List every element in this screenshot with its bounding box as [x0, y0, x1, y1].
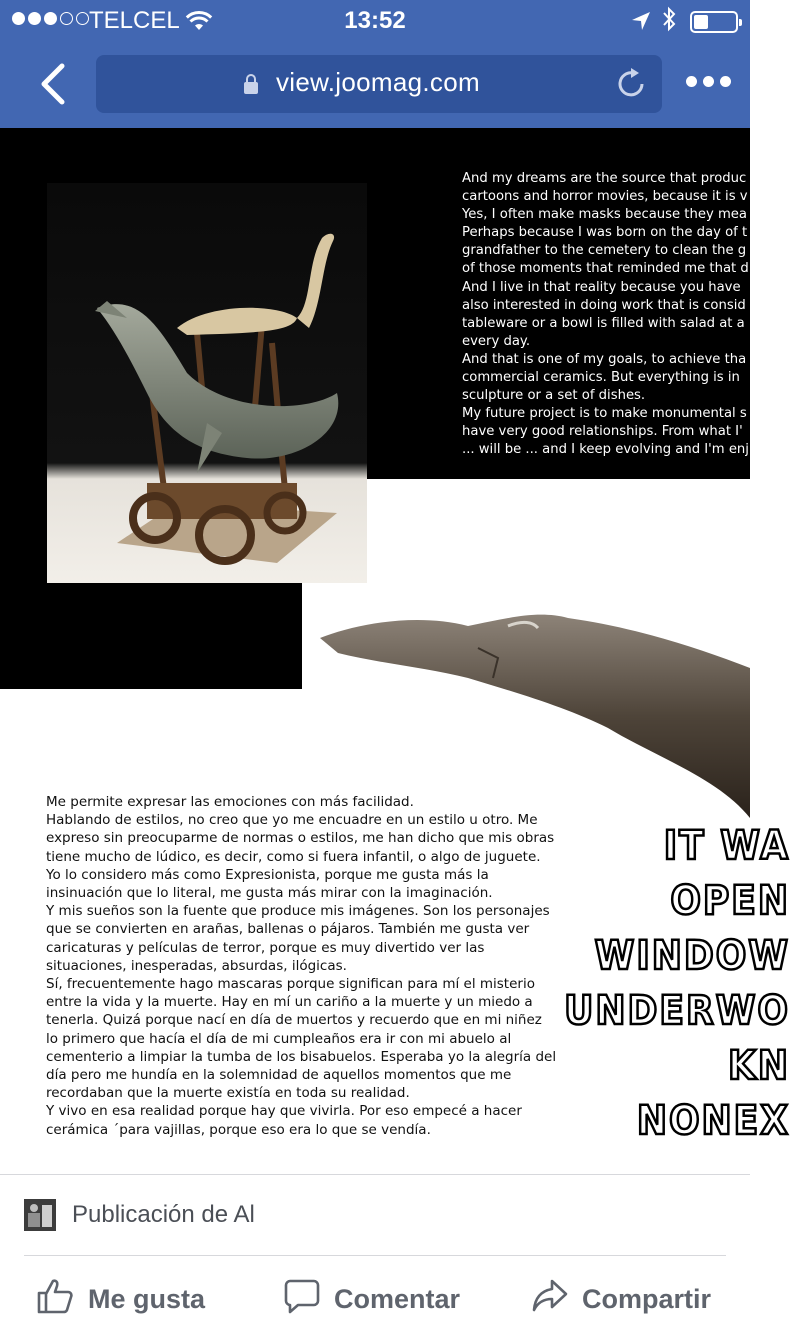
- english-text-line: commercial ceramics. But everything is in: [462, 370, 740, 386]
- lock-icon: [243, 73, 259, 99]
- comment-label: Comentar: [334, 1283, 461, 1314]
- english-text-line: also interested in doing work that is consid: [462, 297, 746, 313]
- spanish-text-line: Y vivo en esa realidad porque hay que vivirla. Por eso empecé a hacer: [46, 1103, 522, 1120]
- english-text-line: every day.: [462, 333, 531, 349]
- english-text-line: And my dreams are the source that produc: [462, 171, 747, 186]
- spanish-text-line: Y mis sueños son la fuente que produce mis imágenes. Son los personajes: [46, 903, 550, 920]
- english-text-line: ... will be ... and I keep evolving and I'm enj: [462, 442, 749, 458]
- decorative-headline-line: NONEX: [636, 1098, 790, 1144]
- english-text-line: have very good relationships. From what I': [462, 424, 743, 440]
- spanish-text-line: cementerio a limpiar la tumba de los bisabuelos. Esperaba yo la alegría del: [46, 1048, 557, 1065]
- spanish-text-line: tenerla. Quizá porque nací en día de muertos y recuerdo que en mi niñez: [46, 1012, 542, 1029]
- share-arrow-icon: [532, 1278, 568, 1321]
- decorative-headline-line: KN: [727, 1043, 790, 1089]
- thumbs-up-icon: [36, 1277, 74, 1322]
- spanish-text-line: que se convierten en arañas, ballenas o pájaros. También me gusta ver: [46, 921, 530, 938]
- magazine-page: [0, 128, 790, 1174]
- share-button[interactable]: [532, 1279, 711, 1319]
- publication-avatar: [24, 1199, 56, 1231]
- spanish-text-line: tiene mucho de lúdico, es decir, como si fuera infantil, o algo de juguete.: [46, 848, 541, 865]
- reload-icon[interactable]: [616, 67, 648, 105]
- divider: [24, 1255, 726, 1256]
- decorative-headline-line: UNDERWO: [564, 988, 790, 1034]
- decorative-headline-line: OPEN: [670, 878, 790, 924]
- comment-bubble-icon: [284, 1278, 320, 1321]
- english-text-line: And that is one of my goals, to achieve tha: [462, 351, 747, 367]
- more-options-icon[interactable]: [686, 76, 731, 87]
- decorative-headline-line: WINDOW: [594, 933, 790, 979]
- spanish-text-line: caricaturas y películas de terror, porque es muy divertido ver las: [46, 939, 485, 956]
- location-arrow-icon: [631, 9, 651, 39]
- english-text-column: [462, 170, 762, 460]
- spanish-text-line: cerámica ´para vajillas, porque eso era lo que se vendía.: [46, 1121, 431, 1138]
- spanish-text-line: día pero me hundía en la solemnidad de aquellos momentos que me: [46, 1067, 512, 1084]
- english-text-line: And I live in that reality because you have: [462, 279, 741, 295]
- english-text-line: sculpture or a set of dishes.: [462, 388, 646, 404]
- battery-icon: [690, 11, 738, 33]
- spanish-text-line: situaciones, inesperadas, absurdas, ilógicas.: [46, 957, 347, 974]
- url-text: view.joomag.com: [276, 67, 480, 97]
- status-time: 13:52: [344, 7, 406, 34]
- spanish-text-column: [46, 793, 566, 1139]
- like-label: Me gusta: [88, 1283, 206, 1314]
- spanish-text-line: expreso sin preocuparme de normas o estilos, me han dicho que mis obras: [46, 830, 555, 847]
- like-button[interactable]: [36, 1279, 205, 1319]
- english-text-line: of those moments that reminded me that d: [462, 261, 749, 277]
- english-text-line: cartoons and horror movies, because it is v: [462, 189, 748, 205]
- spanish-text-line: entre la vida y la muerte. Hay en mí un cariño a la muerte y un miedo a: [46, 994, 533, 1011]
- decorative-headline: [560, 823, 790, 1163]
- english-text-line: tableware or a bowl is filled with salad at a: [462, 315, 745, 331]
- facebook-action-bar: [0, 1174, 750, 1334]
- decorative-headline-line: IT WA: [663, 823, 790, 869]
- address-bar[interactable]: [96, 55, 662, 113]
- publication-label[interactable]: Publicación de Al: [72, 1201, 255, 1228]
- spanish-text-line: lo primero que hacía el día de mi cumpleaños era ir con mi abuelo al: [46, 1030, 512, 1047]
- spanish-text-line: Me permite expresar las emociones con más facilidad.: [46, 794, 414, 810]
- spanish-text-line: recordaban que la muerte existía en toda su realidad.: [46, 1085, 410, 1102]
- browser-header: [0, 0, 750, 128]
- carrier-name: TELCEL: [89, 7, 180, 34]
- spanish-text-line: Hablando de estilos, no creo que yo me encuadre en un estilo u otro. Me: [46, 812, 538, 829]
- english-text-line: My future project is to make monumental s: [462, 406, 747, 422]
- spanish-text-line: Yo lo considero más como Expresionista, porque me gusta más la: [46, 866, 489, 883]
- spanish-text-line: insinuación que lo literal, me gusta más mirar con la imaginación.: [46, 885, 493, 902]
- english-text-line: grandfather to the cemetery to clean the g: [462, 243, 747, 259]
- english-text-line: Yes, I often make masks because they mea: [462, 207, 747, 223]
- comment-button[interactable]: [284, 1279, 460, 1319]
- bluetooth-icon: [661, 6, 677, 36]
- spanish-text-line: Sí, frecuentemente hago mascaras porque significan para mí el misterio: [46, 976, 535, 993]
- english-text-line: Perhaps because I was born on the day of t: [462, 225, 748, 241]
- back-chevron-icon[interactable]: [34, 60, 74, 108]
- share-label: Compartir: [582, 1283, 712, 1314]
- whale-sculpture-photo: [47, 183, 367, 583]
